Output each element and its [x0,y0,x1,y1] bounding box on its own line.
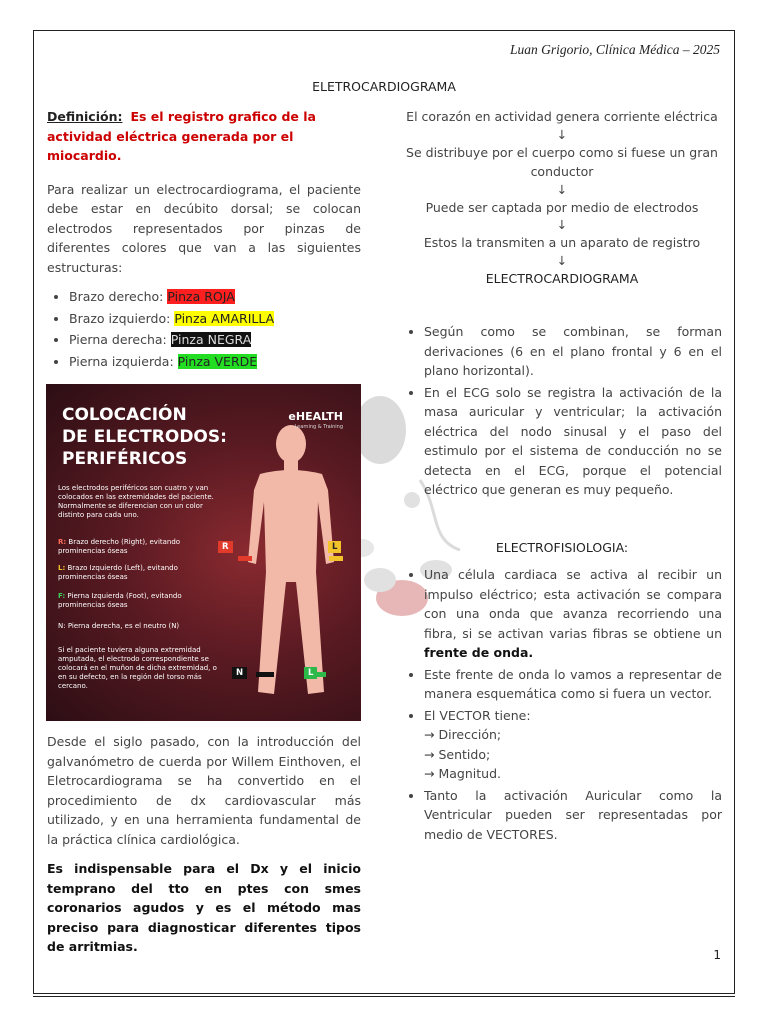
author-line: Luan Grigorio, Clínica Médica – 2025 [510,42,720,57]
history-paragraph: Desde el siglo pasado, con la introducción del galvanómetro de cuerda por Willem Einthoven, el Eletrocardiograma se ha convertido en el procedimiento de dx cardiovascular más utilizado, y en una herramienta fundamental de la práctica clínica cardiológica. [47,734,361,847]
list-item: • Según como se combinan, se forman derivaciones (6 en el plano frontal y 6 en el plano horizontal). [424,322,722,381]
flow-result: ELECTROCARDIOGRAMA [485,270,639,286]
list-item [69,352,361,372]
intro-paragraph: Para realizar un electrocardiograma, el paciente debe estar en decúbito dorsal; se colocan electrodos representados por pinzas de diferentes colores que van a las siguientes estructuras: [47,181,361,275]
definition-text: Es el registro grafico de la actividad eléctrica generada por el miocardio. [47,109,316,163]
legend-left-arm [58,564,223,582]
right-arrow-icon: → [424,766,435,781]
tag-left-leg: L [304,667,317,679]
legend-key: R: [58,538,67,546]
electrode-placement-infographic [46,384,361,721]
electrode-part: Brazo derecho: [69,289,168,304]
list-item: • Este frente de onda lo vamos a representar de manera esquemática como si fuera un vector. [424,665,722,704]
title-line: DE ELECTRODOS: [62,427,227,447]
amputation-note: Si el paciente tuviera alguna extremidad amputada, el electrodo correspondiente se colocará en el muñon de dicha extremidad, o en su defecto, en la región del torso más cercano. [58,646,217,690]
vector-property [424,764,722,784]
list-item [424,565,722,663]
brand-subtitle: Learning & Training [294,424,343,430]
page-bottom-rule [33,996,735,997]
list-item [424,706,722,784]
legend-text: Brazo derecho (Right), evitando prominencias óseas [58,538,181,555]
electrode-clip: Pinza NEGRA [170,332,252,347]
electrode-part: Brazo izquierdo: [69,310,175,326]
flow-step: Puede ser captada por medio de electrodos [425,199,699,215]
legend-left-leg [58,592,223,610]
down-arrow-icon: ↓ [556,181,568,197]
legend-key: L: [58,564,66,572]
vector-property [424,725,722,745]
infographic-description: Los electrodos periféricos son cuatro y van colocados en las extremidades del paciente. Normalmente se diferencian con un color distinto para cada uno. [58,484,214,519]
list-item [69,287,361,307]
left-column-bottom [47,732,361,957]
flow-step: Estos la transmiten a un aparato de registro [423,235,701,250]
flow-step: El corazón en actividad genera corriente eléctrica [406,109,718,124]
right-arrow-icon: → [424,746,435,762]
brand-logo: eHEALTH [288,410,343,423]
ecg-notes-list [402,322,722,500]
section-title-electrofisiologia: ELECTROFISIOLOGIA: [495,539,629,555]
right-column [402,107,722,846]
flow-step: Se distribuye por el cuerpo como si fuese un gran conductor [406,144,718,179]
importance-paragraph: Es indispensable para el Dx y el inicio temprano del tto en ptes con smes coronarios agudos y es el método mas preciso para diagnosticar diferentes tipos de arritmias. [47,861,361,954]
electrode-part: Pierna izquierda: [69,353,178,369]
electrode-clip: Pinza AMARILLA [174,310,275,326]
definition [47,107,361,166]
electrode-list [47,287,361,371]
title-line: COLOCACIÓN [62,405,187,425]
down-arrow-icon: ↓ [556,252,568,268]
page-title: ELETROCARDIOGRAMA [312,79,456,94]
legend-text: Pierna Izquierda (Foot), evitando prominencias óseas [58,592,182,609]
legend-text: Brazo Izquierdo (Left), evitando prominencias óseas [58,564,178,581]
vector-property-label: Sentido; [438,746,491,762]
electrode-clip: Pinza ROJA [167,289,235,304]
vector-property-label: Magnitud. [438,766,501,781]
legend-right-leg: N: Pierna derecha, es el neutro (N) [58,622,180,630]
list-item [69,309,361,329]
title-line: PERIFÉRICOS [62,449,188,469]
bullet-text: Una célula cardiaca se activa al recibir un impulso eléctrico; esta activación se compara con una onda que avanza recorriendo una fibra, si se activan varias fibras se obtiene un [424,567,722,641]
list-item: • Tanto la activación Auricular como la Ventricular pueden ser representadas por medio de VECTORES. [424,786,722,845]
legend-right-arm [58,538,223,556]
page-number: 1 [713,948,721,962]
electrode-part: Pierna derecha: [69,332,171,347]
vector-property-label: Dirección; [438,727,502,742]
legend-key: F: [58,592,66,600]
infographic-title [62,404,227,470]
bullet-text: El VECTOR tiene: [424,707,531,723]
right-arrow-icon: → [424,727,435,742]
vector-property [424,745,722,765]
list-item [69,330,361,350]
left-column [47,107,361,373]
electrode-clip: Pinza VERDE [177,353,258,369]
list-item: • En el ECG solo se registra la activación de la masa auricular y ventricular; la activación eléctrica del nodo sinusal y el paso del estimulo por el sistema de conducción no se detecta en el ECG, porque el potencial eléctrico que generan es muy pequeño. [424,383,722,500]
electrofisiologia-list [402,565,722,844]
down-arrow-icon: ↓ [556,217,568,232]
definition-label: Definición: [47,109,123,124]
down-arrow-icon: ↓ [556,126,568,142]
tag-right-arm: R [218,541,233,553]
tag-right-leg: N [232,667,247,679]
tag-left-arm: L [328,541,341,553]
bullet-bold: frente de onda. [424,645,534,660]
